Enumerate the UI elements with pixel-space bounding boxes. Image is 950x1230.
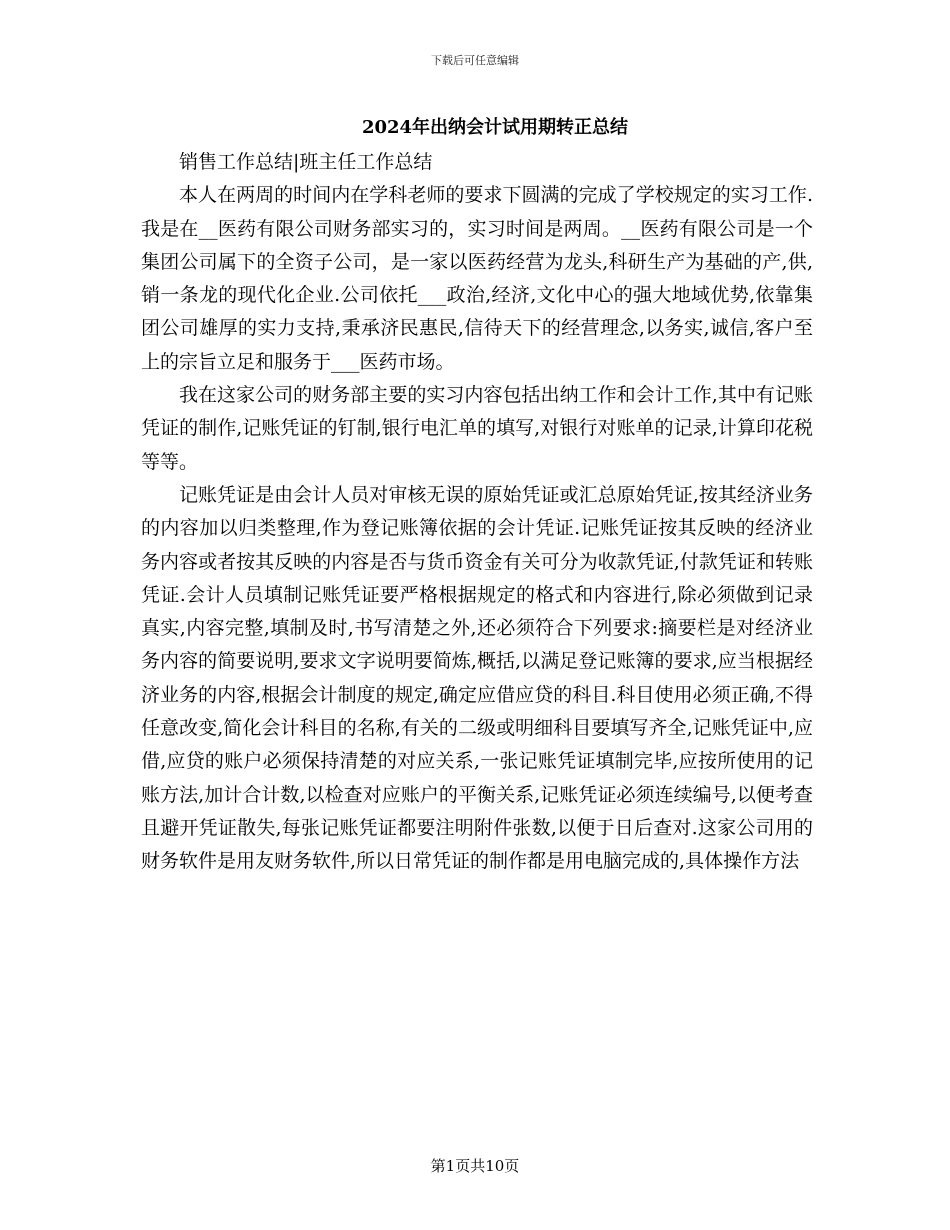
document-title: 2024年出纳会计试用期转正总结	[361, 117, 629, 138]
page-header-note: 下载后可任意编辑	[431, 54, 519, 67]
paragraph: 我在这家公司的财务部主要的实习内容包括出纳工作和会计工作,其中有记账凭证的制作,记账凭证的钉制,银行电汇单的填写,对银行对账单的记录,计算印花税等等。	[141, 384, 813, 473]
page-number: 第1页共10页	[430, 1157, 520, 1175]
paragraph-subtitle: 销售工作总结|班主任工作总结	[179, 151, 433, 173]
paragraph: 记账凭证是由会计人员对审核无误的原始凭证或汇总原始凭证,按其经济业务的内容加以归类整理,作为登记账簿依据的会计凭证.记账凭证按其反映的经济业务内容或者按其反映的内容是否与货币资金有关可分为收款凭证,付款凭证和转账凭证.会计人员填制记账凭证要严格根据规定的格式和内容进行,除必须做到记录真实,内容完整,填制及时,书写清楚之外,还必须符合下列要求:摘要栏是对经济业务内容的简要说明,要求文字说明要简炼,概括,以满足登记账簿的要求,应当根据经济业务的内容,根据会计制度的规定,确定应借应贷的科目.科目使用必须正确,不得任意改变,简化会计科目的名称,有关的二级或明细科目要填写齐全,记账凭证中,应借,应贷的账户必须保持清楚的对应关系,一张记账凭证填制完毕,应按所使用的记账方法,加计合计数,以检查对应账户的平衡关系,记账凭证必须连续编号,以便考查且避开凭证散失,每张记账凭证都要注明附件张数,以便于日后查对.这家公司用的财务软件是用友财务软件,所以日常凭证的制作都是用电脑完成的,具体操作方法	[141, 483, 813, 873]
paragraph: 本人在两周的时间内在学科老师的要求下圆满的完成了学校规定的实习工作.我是在__医药有限公司财务部实习的，实习时间是两周。__医药有限公司是一个集团公司属下的全资子公司，是一家以医药经营为龙头,科研生产为基础的产,供,销一条龙的现代化企业.公司依托___政治,经济,文化中心的强大地域优势,依靠集团公司雄厚的实力支持,秉承济民惠民,信待天下的经营理念,以务实,诚信,客户至上的宗旨立足和服务于___医药市场。	[141, 184, 813, 373]
document-body	[141, 146, 813, 879]
